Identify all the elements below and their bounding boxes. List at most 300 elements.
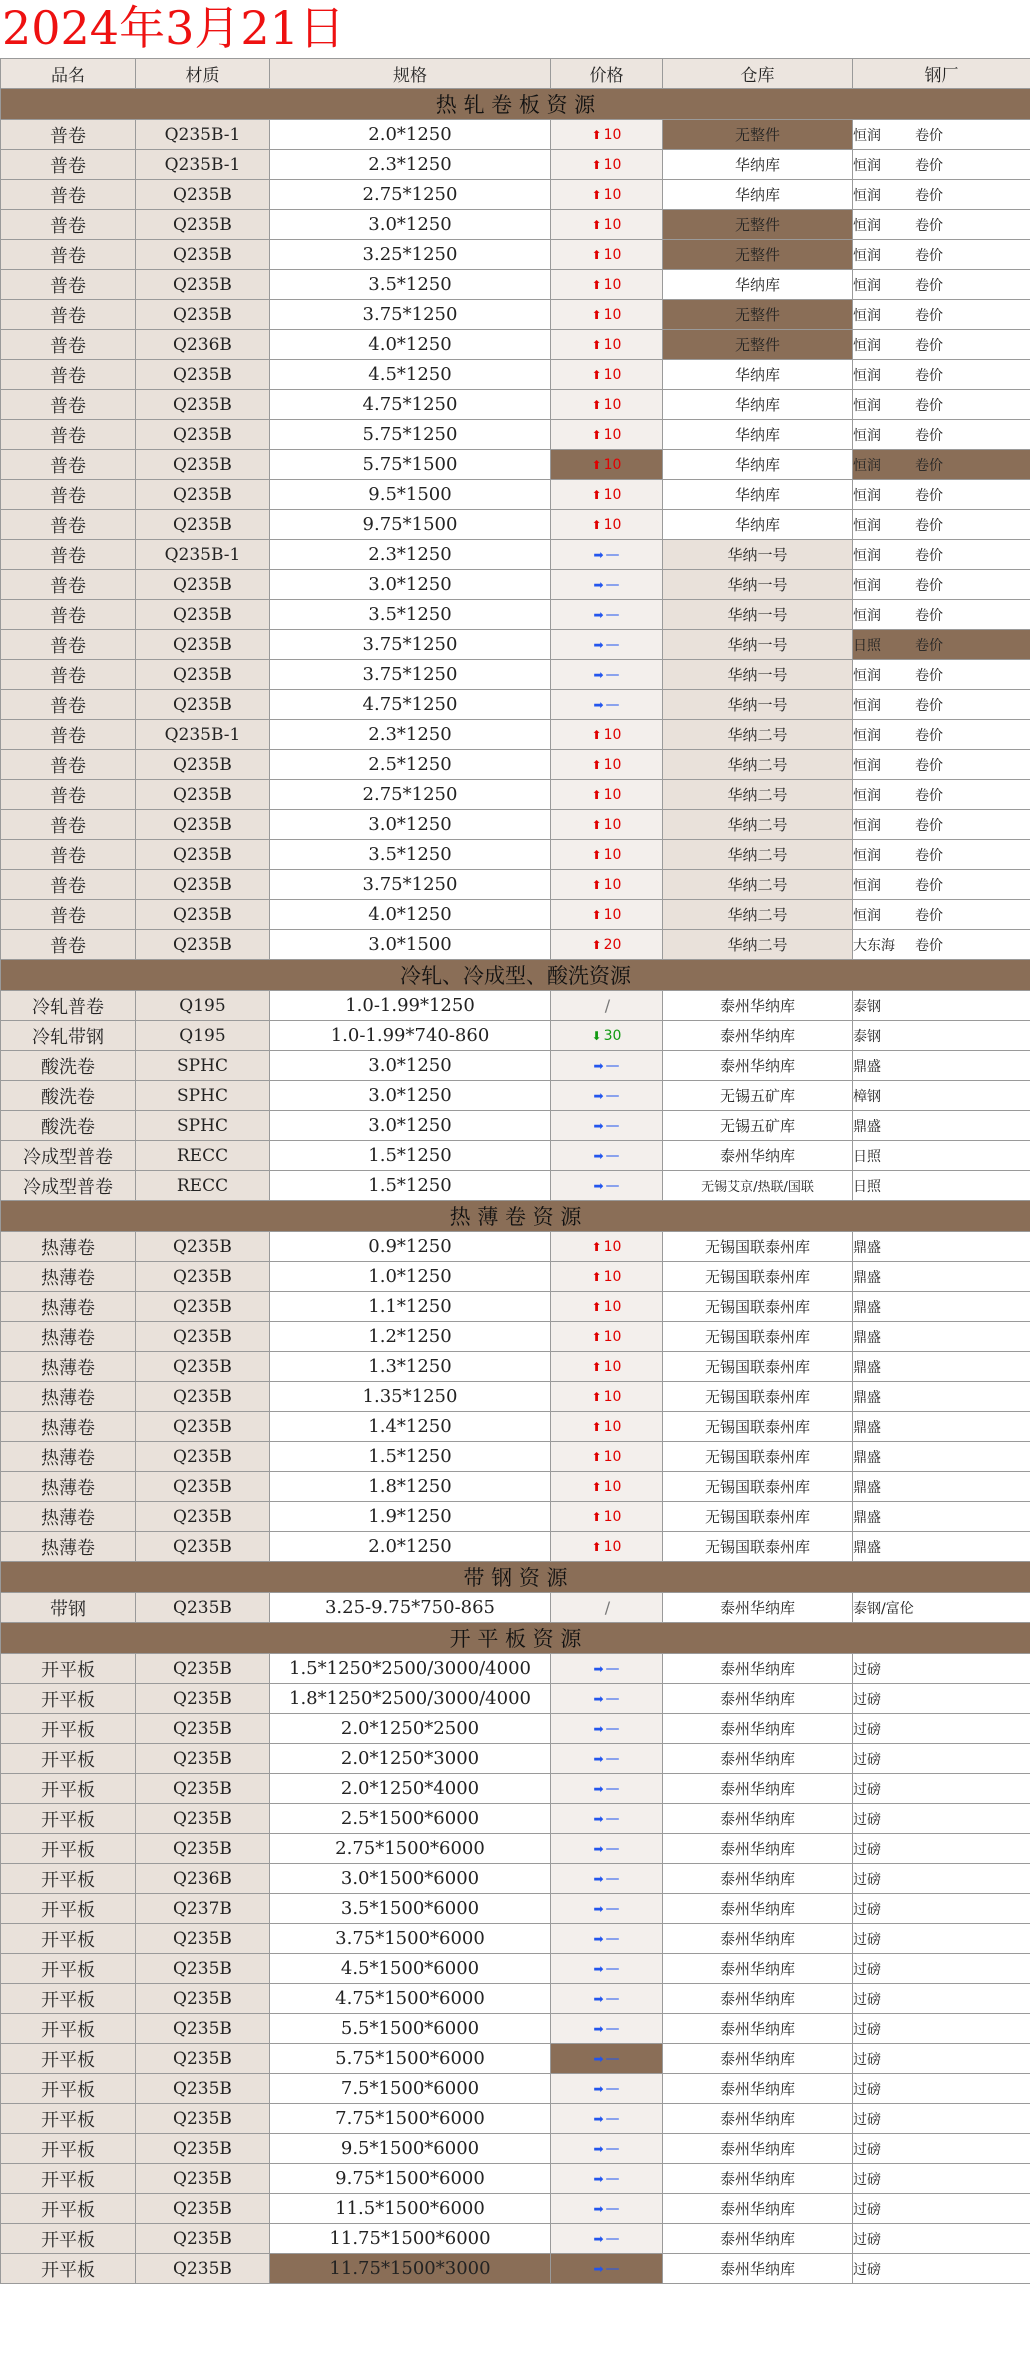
arrow-right-icon: ➡ <box>593 1088 604 1103</box>
price-change-value: — <box>605 1750 620 1767</box>
price-cell <box>551 780 663 810</box>
warehouse-cell: 华纳一号 <box>663 600 853 630</box>
arrow-up-icon: ⬆ <box>591 487 602 502</box>
spec-cell: 3.5*1250 <box>270 600 551 630</box>
material-cell: Q235B-1 <box>136 720 270 750</box>
arrow-right-icon: ➡ <box>593 607 604 622</box>
warehouse-cell: 无整件 <box>663 300 853 330</box>
table-row <box>1 1924 1030 1954</box>
arrow-up-icon: ⬆ <box>591 907 602 922</box>
arrow-up-icon: ⬆ <box>591 937 602 952</box>
material-cell: Q235B <box>136 810 270 840</box>
arrow-right-icon: ➡ <box>593 2201 604 2216</box>
mill-cell <box>853 360 1030 390</box>
header-warehouse: 仓库 <box>663 59 853 89</box>
spec-cell: 3.75*1500*6000 <box>270 1924 551 1954</box>
material-cell: Q235B <box>136 1322 270 1352</box>
product-name-cell: 普卷 <box>1 330 136 360</box>
mill-cell <box>853 1021 1030 1051</box>
product-name-cell: 酸洗卷 <box>1 1081 136 1111</box>
spec-cell: 1.0*1250 <box>270 1262 551 1292</box>
warehouse-cell: 泰州华纳库 <box>663 1984 853 2014</box>
arrow-up-icon: ⬆ <box>591 277 602 292</box>
spec-cell: 2.75*1250 <box>270 780 551 810</box>
mill-cell <box>853 1141 1030 1171</box>
arrow-down-icon: ⬇ <box>591 1028 602 1043</box>
price-change-value: — <box>605 666 620 683</box>
product-name-cell: 普卷 <box>1 150 136 180</box>
mill-cell <box>853 450 1030 480</box>
price-cell <box>551 1954 663 1984</box>
price-change-value: 30 <box>603 1027 622 1044</box>
price-change-value: 10 <box>603 156 622 173</box>
mill-name: 恒润 <box>853 667 881 684</box>
mill-name: 过磅 <box>853 2021 881 2038</box>
product-name-cell: 普卷 <box>1 780 136 810</box>
mill-name: 鼎盛 <box>853 1359 881 1376</box>
price-cell <box>551 1864 663 1894</box>
spec-cell: 3.5*1250 <box>270 270 551 300</box>
material-cell: Q235B <box>136 900 270 930</box>
spec-cell: 3.75*1250 <box>270 870 551 900</box>
material-cell: Q235B <box>136 1232 270 1262</box>
mill-name: 泰钢/富伦 <box>853 1600 914 1617</box>
arrow-up-icon: ⬆ <box>591 1449 602 1464</box>
table-row <box>1 1894 1030 1924</box>
price-change-value: / <box>604 1598 611 1617</box>
mill-name: 日照 <box>853 1148 881 1165</box>
arrow-up-icon: ⬆ <box>591 817 602 832</box>
price-cell <box>551 2104 663 2134</box>
spec-cell: 5.5*1500*6000 <box>270 2014 551 2044</box>
product-name-cell: 酸洗卷 <box>1 1051 136 1081</box>
mill-cell <box>853 1171 1030 1201</box>
mill-name: 过磅 <box>853 2261 881 2278</box>
header-name: 品名 <box>1 59 136 89</box>
mill-cell <box>853 1744 1030 1774</box>
price-change-value: 10 <box>603 246 622 263</box>
mill-cell <box>853 510 1030 540</box>
product-name-cell: 热薄卷 <box>1 1532 136 1562</box>
warehouse-cell: 无锡国联泰州库 <box>663 1232 853 1262</box>
mill-cell <box>853 120 1030 150</box>
mill-name: 过磅 <box>853 1811 881 1828</box>
price-basis-label: 卷价 <box>915 457 943 474</box>
arrow-right-icon: ➡ <box>593 1751 604 1766</box>
warehouse-cell: 泰州华纳库 <box>663 2014 853 2044</box>
product-name-cell: 热薄卷 <box>1 1352 136 1382</box>
table-row <box>1 930 1030 960</box>
spec-cell: 1.4*1250 <box>270 1412 551 1442</box>
product-name-cell: 热薄卷 <box>1 1232 136 1262</box>
table-row <box>1 1021 1030 1051</box>
arrow-right-icon: ➡ <box>593 1118 604 1133</box>
material-cell: Q195 <box>136 1021 270 1051</box>
price-change-value: — <box>605 1960 620 1977</box>
mill-cell <box>853 210 1030 240</box>
material-cell: Q235B <box>136 1472 270 1502</box>
price-cell <box>551 420 663 450</box>
warehouse-cell: 无整件 <box>663 330 853 360</box>
price-change-value: / <box>604 996 611 1015</box>
section-title: 冷轧、冷成型、酸洗资源 <box>1 960 1030 991</box>
material-cell: SPHC <box>136 1051 270 1081</box>
warehouse-cell: 华纳二号 <box>663 900 853 930</box>
price-cell <box>551 2014 663 2044</box>
price-basis-label: 卷价 <box>915 187 943 204</box>
spec-cell: 3.75*1250 <box>270 300 551 330</box>
warehouse-cell: 泰州华纳库 <box>663 1834 853 1864</box>
mill-cell <box>853 1081 1030 1111</box>
arrow-right-icon: ➡ <box>593 1781 604 1796</box>
material-cell: Q235B <box>136 570 270 600</box>
product-name-cell: 开平板 <box>1 1744 136 1774</box>
table-row <box>1 1352 1030 1382</box>
mill-cell <box>853 1292 1030 1322</box>
price-cell <box>551 2194 663 2224</box>
warehouse-cell: 泰州华纳库 <box>663 1021 853 1051</box>
price-basis-label: 卷价 <box>915 817 943 834</box>
warehouse-cell: 泰州华纳库 <box>663 1684 853 1714</box>
arrow-up-icon: ⬆ <box>591 217 602 232</box>
price-change-value: — <box>605 1840 620 1857</box>
warehouse-cell: 无锡国联泰州库 <box>663 1262 853 1292</box>
arrow-up-icon: ⬆ <box>591 337 602 352</box>
material-cell: Q235B <box>136 270 270 300</box>
product-name-cell: 普卷 <box>1 900 136 930</box>
spec-cell: 7.5*1500*6000 <box>270 2074 551 2104</box>
arrow-right-icon: ➡ <box>593 667 604 682</box>
table-row <box>1 570 1030 600</box>
warehouse-cell: 华纳库 <box>663 180 853 210</box>
warehouse-cell: 泰州华纳库 <box>663 2044 853 2074</box>
table-row <box>1 690 1030 720</box>
product-name-cell: 热薄卷 <box>1 1322 136 1352</box>
price-cell <box>551 1141 663 1171</box>
spec-cell: 2.3*1250 <box>270 720 551 750</box>
mill-name: 过磅 <box>853 1691 881 1708</box>
mill-name: 恒润 <box>853 337 881 354</box>
mill-cell <box>853 1111 1030 1141</box>
table-row <box>1 1111 1030 1141</box>
warehouse-cell: 华纳库 <box>663 360 853 390</box>
price-cell <box>551 300 663 330</box>
arrow-up-icon: ⬆ <box>591 787 602 802</box>
mill-cell <box>853 1382 1030 1412</box>
warehouse-cell: 华纳库 <box>663 390 853 420</box>
mill-name: 过磅 <box>853 2201 881 2218</box>
product-name-cell: 普卷 <box>1 270 136 300</box>
material-cell: Q235B <box>136 660 270 690</box>
arrow-up-icon: ⬆ <box>591 1539 602 1554</box>
arrow-up-icon: ⬆ <box>591 157 602 172</box>
price-cell <box>551 1322 663 1352</box>
mill-name: 鼎盛 <box>853 1118 881 1135</box>
product-name-cell: 开平板 <box>1 2254 136 2284</box>
mill-cell <box>853 630 1030 660</box>
warehouse-cell: 泰州华纳库 <box>663 2254 853 2284</box>
product-name-cell: 普卷 <box>1 360 136 390</box>
price-cell <box>551 450 663 480</box>
table-row <box>1 1081 1030 1111</box>
mill-cell <box>853 1472 1030 1502</box>
mill-name: 恒润 <box>853 487 881 504</box>
product-name-cell: 普卷 <box>1 240 136 270</box>
product-name-cell: 冷轧普卷 <box>1 991 136 1021</box>
table-row <box>1 1834 1030 1864</box>
spec-cell: 9.75*1500*6000 <box>270 2164 551 2194</box>
mill-cell <box>853 1804 1030 1834</box>
arrow-up-icon: ⬆ <box>591 127 602 142</box>
mill-name: 鼎盛 <box>853 1058 881 1075</box>
mill-cell <box>853 1412 1030 1442</box>
price-change-value: — <box>605 1057 620 1074</box>
arrow-right-icon: ➡ <box>593 1901 604 1916</box>
mill-name: 鼎盛 <box>853 1479 881 1496</box>
price-change-value: — <box>605 1660 620 1677</box>
arrow-right-icon: ➡ <box>593 577 604 592</box>
table-row <box>1 1984 1030 2014</box>
price-change-value: 10 <box>603 1538 622 1555</box>
price-cell <box>551 600 663 630</box>
price-cell <box>551 1894 663 1924</box>
product-name-cell: 普卷 <box>1 480 136 510</box>
price-change-value: — <box>605 2050 620 2067</box>
price-change-value: — <box>605 1177 620 1194</box>
mill-name: 过磅 <box>853 2081 881 2098</box>
price-cell <box>551 120 663 150</box>
material-cell: RECC <box>136 1141 270 1171</box>
table-row <box>1 480 1030 510</box>
spec-cell: 4.0*1250 <box>270 330 551 360</box>
product-name-cell: 开平板 <box>1 1804 136 1834</box>
warehouse-cell: 泰州华纳库 <box>663 1051 853 1081</box>
spec-cell: 1.8*1250 <box>270 1472 551 1502</box>
product-name-cell: 开平板 <box>1 1954 136 1984</box>
price-change-value: 10 <box>603 516 622 533</box>
price-cell <box>551 1984 663 2014</box>
mill-cell <box>853 480 1030 510</box>
price-change-value: — <box>605 606 620 623</box>
product-name-cell: 冷轧带钢 <box>1 1021 136 1051</box>
material-cell: Q235B <box>136 1593 270 1623</box>
material-cell: Q235B <box>136 630 270 660</box>
price-change-value: — <box>605 1930 620 1947</box>
price-basis-label: 卷价 <box>915 307 943 324</box>
product-name-cell: 冷成型普卷 <box>1 1141 136 1171</box>
table-row <box>1 1954 1030 1984</box>
price-change-value: 10 <box>603 306 622 323</box>
table-row <box>1 1322 1030 1352</box>
arrow-right-icon: ➡ <box>593 1811 604 1826</box>
mill-name: 恒润 <box>853 307 881 324</box>
spec-cell: 1.5*1250*2500/3000/4000 <box>270 1654 551 1684</box>
price-change-value: 10 <box>603 726 622 743</box>
product-name-cell: 普卷 <box>1 570 136 600</box>
product-name-cell: 冷成型普卷 <box>1 1171 136 1201</box>
price-basis-label: 卷价 <box>915 247 943 264</box>
spec-cell: 3.0*1250 <box>270 1051 551 1081</box>
mill-name: 恒润 <box>853 817 881 834</box>
page-title: 2024年3月21日 <box>2 1 345 55</box>
price-change-value: — <box>605 1117 620 1134</box>
price-change-value: 10 <box>603 1238 622 1255</box>
material-cell: Q235B <box>136 510 270 540</box>
section-title: 热 薄 卷 资 源 <box>1 1201 1030 1232</box>
spec-cell: 4.75*1250 <box>270 390 551 420</box>
mill-name: 恒润 <box>853 397 881 414</box>
material-cell: Q236B <box>136 1864 270 1894</box>
table-row <box>1 2254 1030 2284</box>
price-cell <box>551 150 663 180</box>
price-basis-label: 卷价 <box>915 877 943 894</box>
mill-cell <box>853 1714 1030 1744</box>
spec-cell: 5.75*1500*6000 <box>270 2044 551 2074</box>
mill-cell <box>853 270 1030 300</box>
price-cell <box>551 1774 663 1804</box>
mill-cell <box>853 1232 1030 1262</box>
arrow-up-icon: ⬆ <box>591 847 602 862</box>
table-row <box>1 240 1030 270</box>
product-name-cell: 普卷 <box>1 120 136 150</box>
table-row <box>1 1141 1030 1171</box>
mill-name: 恒润 <box>853 757 881 774</box>
mill-name: 恒润 <box>853 187 881 204</box>
warehouse-cell: 华纳库 <box>663 150 853 180</box>
spec-cell: 2.0*1250 <box>270 120 551 150</box>
price-cell <box>551 660 663 690</box>
arrow-right-icon: ➡ <box>593 1961 604 1976</box>
product-name-cell: 酸洗卷 <box>1 1111 136 1141</box>
table-row <box>1 330 1030 360</box>
price-basis-label: 卷价 <box>915 217 943 234</box>
table-row <box>1 991 1030 1021</box>
material-cell: Q235B <box>136 1714 270 1744</box>
arrow-right-icon: ➡ <box>593 2051 604 2066</box>
price-cell <box>551 1442 663 1472</box>
price-basis-label: 卷价 <box>915 127 943 144</box>
arrow-right-icon: ➡ <box>593 547 604 562</box>
price-change-value: — <box>605 1720 620 1737</box>
material-cell: Q235B <box>136 1382 270 1412</box>
arrow-up-icon: ⬆ <box>591 1269 602 1284</box>
spec-cell: 4.0*1250 <box>270 900 551 930</box>
warehouse-cell: 无锡艾京/热联/国联 <box>663 1171 853 1201</box>
warehouse-cell: 无锡五矿库 <box>663 1081 853 1111</box>
price-change-value: — <box>605 2110 620 2127</box>
price-change-value: — <box>605 2260 620 2277</box>
material-cell: Q235B <box>136 1984 270 2014</box>
price-change-value: 10 <box>603 1448 622 1465</box>
warehouse-cell: 泰州华纳库 <box>663 1593 853 1623</box>
table-row <box>1 660 1030 690</box>
mill-cell <box>853 2104 1030 2134</box>
mill-cell <box>853 2074 1030 2104</box>
material-cell: Q235B <box>136 1684 270 1714</box>
warehouse-cell: 泰州华纳库 <box>663 1924 853 1954</box>
spec-cell: 5.75*1250 <box>270 420 551 450</box>
warehouse-cell: 泰州华纳库 <box>663 2104 853 2134</box>
mill-cell <box>853 810 1030 840</box>
arrow-right-icon: ➡ <box>593 1178 604 1193</box>
warehouse-cell: 泰州华纳库 <box>663 1804 853 1834</box>
table-row <box>1 2134 1030 2164</box>
material-cell: Q235B <box>136 750 270 780</box>
spec-cell: 2.75*1500*6000 <box>270 1834 551 1864</box>
table-row <box>1 180 1030 210</box>
material-cell: Q235B <box>136 450 270 480</box>
mill-name: 恒润 <box>853 547 881 564</box>
spec-cell: 2.0*1250 <box>270 1532 551 1562</box>
material-cell: Q235B <box>136 2224 270 2254</box>
warehouse-cell: 华纳一号 <box>663 630 853 660</box>
warehouse-cell: 泰州华纳库 <box>663 2194 853 2224</box>
price-change-value: 10 <box>603 786 622 803</box>
table-row <box>1 450 1030 480</box>
mill-cell <box>853 1593 1030 1623</box>
material-cell: Q236B <box>136 330 270 360</box>
price-cell <box>551 840 663 870</box>
price-change-value: 10 <box>603 1298 622 1315</box>
product-name-cell: 普卷 <box>1 600 136 630</box>
material-cell: Q235B <box>136 1502 270 1532</box>
header-material: 材质 <box>136 59 270 89</box>
spec-cell: 1.0-1.99*1250 <box>270 991 551 1021</box>
spec-cell: 1.5*1250 <box>270 1141 551 1171</box>
price-cell <box>551 870 663 900</box>
price-change-value: — <box>605 696 620 713</box>
warehouse-cell: 无整件 <box>663 120 853 150</box>
mill-cell <box>853 570 1030 600</box>
arrow-right-icon: ➡ <box>593 1991 604 2006</box>
material-cell: Q235B <box>136 1442 270 1472</box>
spec-cell: 3.25*1250 <box>270 240 551 270</box>
product-name-cell: 普卷 <box>1 420 136 450</box>
product-name-cell: 普卷 <box>1 390 136 420</box>
mill-name: 恒润 <box>853 247 881 264</box>
product-name-cell: 开平板 <box>1 2134 136 2164</box>
price-change-value: 10 <box>603 1418 622 1435</box>
product-name-cell: 普卷 <box>1 660 136 690</box>
price-cell <box>551 480 663 510</box>
mill-name: 过磅 <box>853 1751 881 1768</box>
warehouse-cell: 泰州华纳库 <box>663 1864 853 1894</box>
price-cell <box>551 1472 663 1502</box>
price-basis-label: 卷价 <box>915 517 943 534</box>
product-name-cell: 普卷 <box>1 690 136 720</box>
table-row <box>1 1774 1030 1804</box>
material-cell: Q235B <box>136 300 270 330</box>
spec-cell: 3.0*1500 <box>270 930 551 960</box>
price-cell <box>551 2044 663 2074</box>
warehouse-cell: 华纳二号 <box>663 720 853 750</box>
warehouse-cell: 华纳库 <box>663 510 853 540</box>
material-cell: Q235B <box>136 1774 270 1804</box>
spec-cell: 1.3*1250 <box>270 1352 551 1382</box>
price-change-value: — <box>605 2080 620 2097</box>
spec-cell: 5.75*1500 <box>270 450 551 480</box>
arrow-up-icon: ⬆ <box>591 307 602 322</box>
product-name-cell: 开平板 <box>1 1894 136 1924</box>
price-basis-label: 卷价 <box>915 277 943 294</box>
spec-cell: 4.75*1250 <box>270 690 551 720</box>
mill-name: 日照 <box>853 1178 881 1195</box>
arrow-right-icon: ➡ <box>593 2261 604 2276</box>
mill-name: 日照 <box>853 637 881 654</box>
arrow-up-icon: ⬆ <box>591 1239 602 1254</box>
mill-name: 恒润 <box>853 787 881 804</box>
material-cell: Q235B <box>136 2044 270 2074</box>
